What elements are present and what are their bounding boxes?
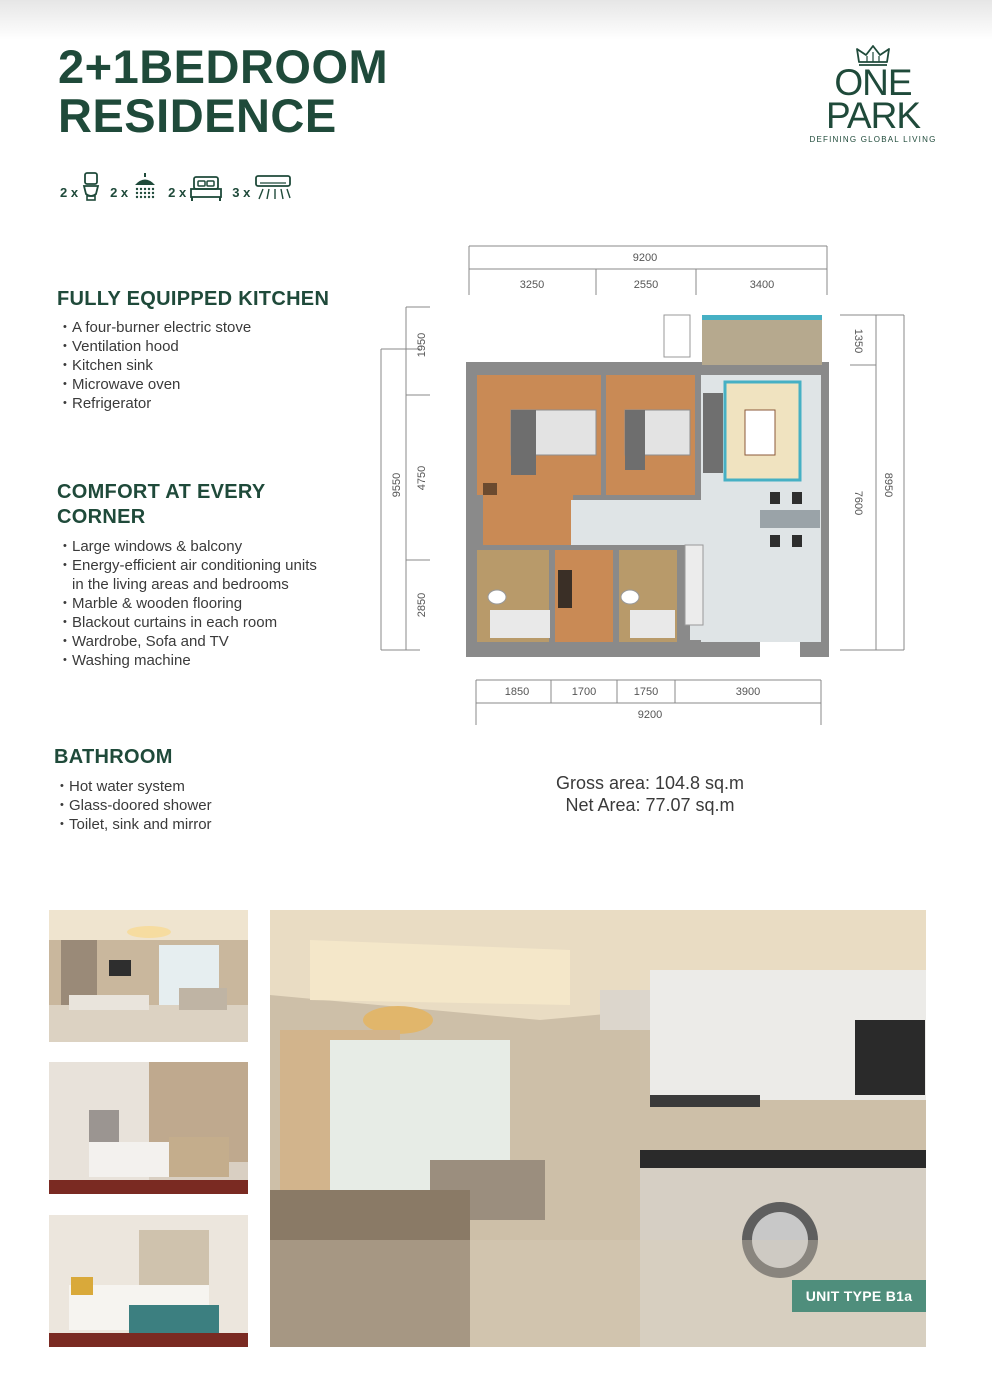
- logo-word-one: ONE: [834, 62, 912, 103]
- photo-living-room: [49, 910, 248, 1042]
- comfort-heading: [57, 480, 266, 530]
- list-item: • Glass-doored shower: [60, 796, 212, 815]
- amenity-count: 2 x: [110, 185, 129, 200]
- toilet-icon: [82, 172, 100, 202]
- coffee-table: [745, 410, 775, 455]
- amenity-beds: [168, 174, 222, 202]
- gross-area: Gross area: 104.8 sq.m: [555, 773, 745, 793]
- net-area: Net Area: 77.07 sq.m: [565, 795, 735, 815]
- dim-bottom-1: 1850: [504, 686, 530, 698]
- dim-top-2: 2550: [633, 279, 659, 291]
- dining-table: [760, 510, 820, 528]
- title-line-1: 2+1BEDROOM: [58, 40, 389, 93]
- list-item: • Toilet, sink and mirror: [60, 815, 212, 834]
- bed-1-blanket: [511, 410, 536, 475]
- amenity-showers: [110, 172, 158, 202]
- title-line-2: RESIDENCE: [58, 89, 337, 142]
- logo-word-park: PARK: [825, 95, 920, 136]
- list-item: • Refrigerator: [63, 394, 251, 413]
- dim-top-total: 9200: [632, 252, 658, 264]
- dim-left-3: 2850: [416, 592, 428, 618]
- dim-bottom-3: 1750: [633, 686, 659, 698]
- list-item: • Blackout curtains in each room: [63, 613, 317, 632]
- amenity-toilets: [60, 172, 100, 202]
- dim-bottom-2: 1700: [571, 686, 597, 698]
- dim-left-total: 9550: [391, 472, 403, 498]
- list-item: • Wardrobe, Sofa and TV: [63, 632, 317, 651]
- dim-right-2: 7600: [852, 490, 864, 516]
- list-item: • A four-burner electric stove: [63, 318, 251, 337]
- amenity-count: 2 x: [60, 185, 79, 200]
- hall-floor: [571, 500, 701, 545]
- amenity-count: 3 x: [232, 185, 251, 200]
- photo-bedroom-1: [49, 1062, 248, 1194]
- dim-right-total: 8950: [882, 472, 894, 498]
- unit-type-badge: UNIT TYPE B1a: [792, 1280, 926, 1312]
- bed-2-blanket: [625, 410, 645, 470]
- amenity-aircons: [232, 174, 292, 202]
- list-item: • Microwave oven: [63, 375, 251, 394]
- dim-right-1: 1350: [852, 328, 864, 354]
- bathroom-list: [60, 777, 212, 834]
- dim-left-1: 1950: [416, 332, 428, 358]
- list-item: • Hot water system: [60, 777, 212, 796]
- air-conditioner-icon: [254, 174, 292, 202]
- page-title: [58, 42, 388, 140]
- top-fade: [0, 0, 992, 40]
- comfort-heading-line-1: COMFORT AT EVERY: [57, 481, 266, 503]
- one-park-logo: [808, 44, 938, 144]
- dim-top-1: 3250: [519, 279, 545, 291]
- amenities-row: [60, 170, 302, 202]
- amenity-count: 2 x: [168, 185, 187, 200]
- bathroom-heading: BATHROOM: [54, 746, 173, 768]
- list-item: • Energy-efficient air conditioning units: [63, 556, 317, 575]
- kitchen-list: [63, 318, 251, 413]
- shower-icon: [132, 172, 158, 202]
- sofa: [703, 393, 723, 473]
- photo-bedroom-2: [49, 1215, 248, 1347]
- floor-plan: [380, 245, 910, 735]
- comfort-heading-line-2: CORNER: [57, 506, 146, 528]
- list-item: • Large windows & balcony: [63, 537, 317, 556]
- dim-left-2: 4750: [416, 465, 428, 491]
- bed-icon: [190, 174, 222, 202]
- list-item: • Ventilation hood: [63, 337, 251, 356]
- dim-bottom-total: 9200: [637, 709, 663, 721]
- logo-tagline: DEFINING GLOBAL LIVING: [809, 135, 937, 144]
- list-item: • Marble & wooden flooring: [63, 594, 317, 613]
- kitchen-heading: FULLY EQUIPPED KITCHEN: [57, 288, 330, 310]
- list-item: • Washing machine: [63, 651, 317, 670]
- list-item: • Kitchen sink: [63, 356, 251, 375]
- list-item-continuation: in the living areas and bedrooms: [72, 576, 289, 593]
- comfort-list: [63, 537, 317, 670]
- area-summary: [520, 772, 780, 816]
- dim-top-3: 3400: [749, 279, 775, 291]
- dim-bottom-4: 3900: [735, 686, 761, 698]
